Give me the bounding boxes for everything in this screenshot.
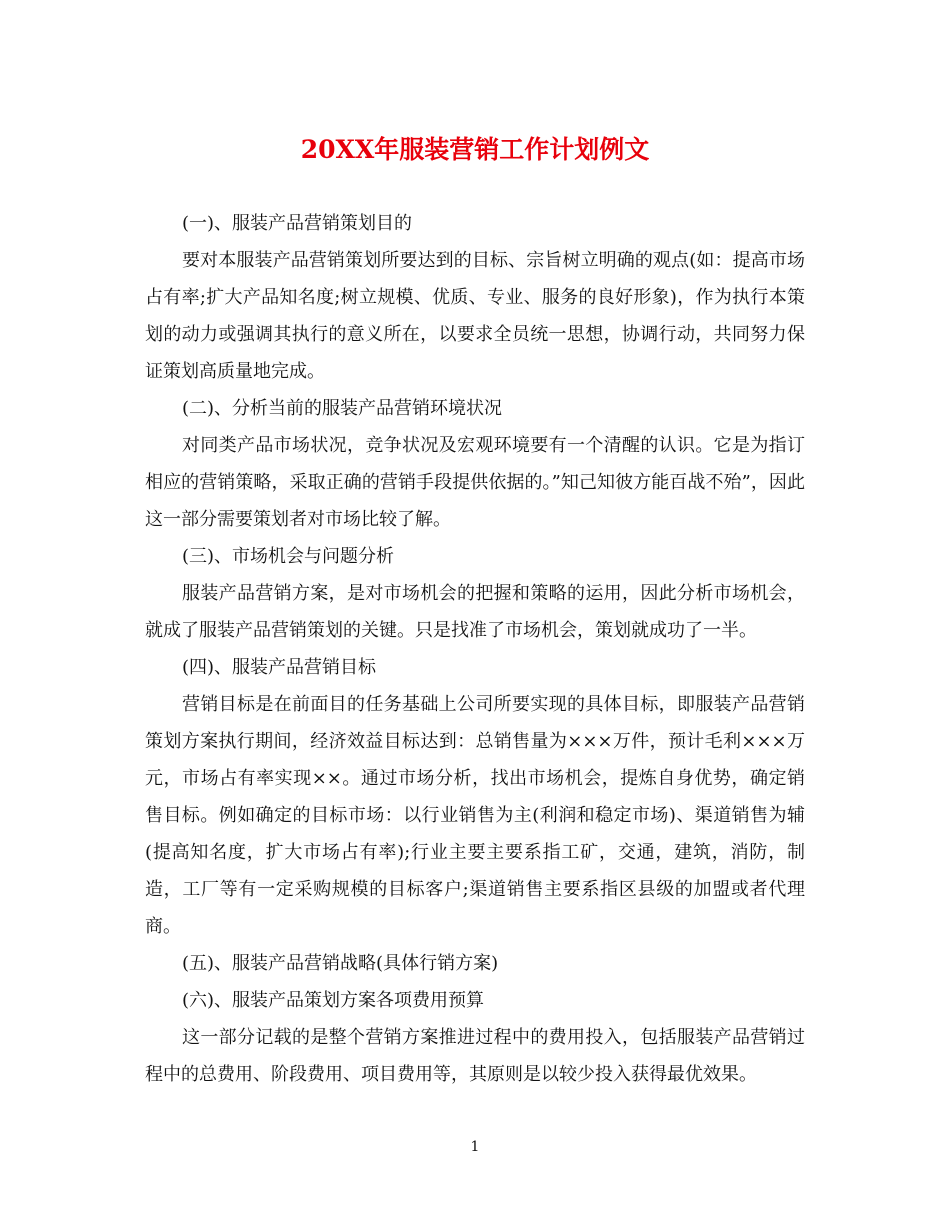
section-heading-4: (四)、服装产品营销目标	[182, 657, 377, 678]
document-title: 20XX年服装营销工作计划例文	[300, 135, 650, 164]
section-paragraph-6: 这一部分记载的是整个营销方案推进过程中的费用投入，包括服装产品营销过程中的总费用、阶段费用、项目费用等，其原则是以较少投入获得最优效果。	[145, 1027, 805, 1085]
section-paragraph-1: 要对本服装产品营销策划所要达到的目标、宗旨树立明确的观点(如：提高市场占有率;扩大产品知名度;树立规模、优质、专业、服务的良好形象)，作为执行本策划的动力或强调其执行的意义所在，以要求全员统一思想，协调行动，共同努力保证策划高质量地完成。	[145, 250, 805, 382]
page-number: 1	[470, 1139, 480, 1155]
section-paragraph-3: 服装产品营销方案，是对市场机会的把握和策略的运用，因此分析市场机会，就成了服装产品营销策划的关键。只是找准了市场机会，策划就成功了一半。	[145, 583, 805, 641]
section-heading-1: (一)、服装产品营销策划目的	[182, 213, 413, 234]
section-paragraph-4: 营销目标是在前面目的任务基础上公司所要实现的具体目标，即服装产品营销策划方案执行期间，经济效益目标达到：总销售量为×××万件，预计毛利×××万元，市场占有率实现××。通过市场分析，找出市场机会，提炼自身优势，确定销售目标。例如确定的目标市场：以行业销售为主(利润和稳定市场)、渠道销售为辅(提高知名度，扩大市场占有率);行业主要主要系指工矿，交通，建筑，消防，制造，工厂等有一定采购规模的目标客户;渠道销售主要系指区县级的加盟或者代理商。	[145, 694, 805, 937]
section-heading-2: (二)、分析当前的服装产品营销环境状况	[182, 398, 503, 419]
section-paragraph-2: 对同类产品市场状况，竞争状况及宏观环境要有一个清醒的认识。它是为指订相应的营销策略，采取正确的营销手段提供依据的。”知己知彼方能百战不殆”，因此这一部分需要策划者对市场比较了解。	[145, 435, 805, 530]
section-heading-6: (六)、服装产品策划方案各项费用预算	[182, 990, 485, 1011]
section-heading-3: (三)、市场机会与问题分析	[182, 546, 395, 567]
document-body	[145, 205, 805, 1093]
section-heading-5: (五)、服装产品营销战略(具体行销方案)	[182, 953, 499, 974]
